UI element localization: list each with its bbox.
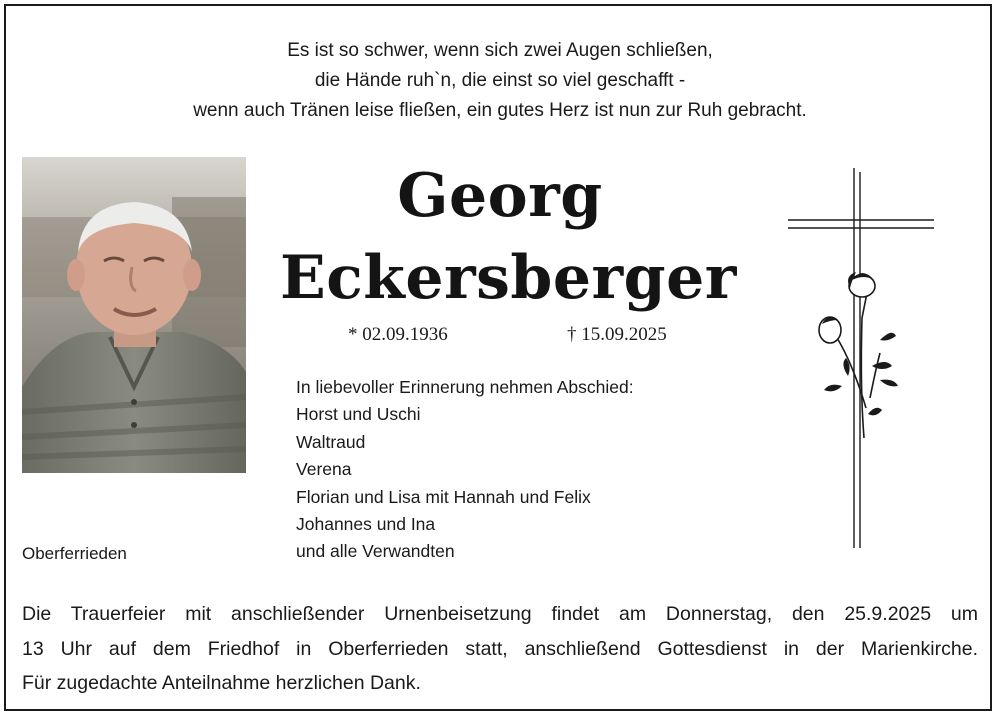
last-name: Eckersberger (280, 243, 737, 313)
poem-line: die Hände ruh`n, die einst so viel geschafft - (314, 70, 686, 91)
death-date: † 15.09.2025 (567, 324, 667, 345)
birth-date: * 02.09.1936 (348, 324, 448, 345)
ceremony-info (22, 597, 978, 701)
poem (0, 36, 1000, 126)
mourners-intro: In liebevoller Erinnerung nehmen Abschied: (296, 377, 634, 397)
ceremony-line: 13 Uhr auf dem Friedhof in Oberferrieden statt, anschließend Gottesdienst in der Marienkirche. (22, 637, 978, 660)
ceremony-line: Die Trauerfeier mit anschließender Urnenbeisetzung findet am Donnerstag, den 25.9.2025 um (22, 603, 978, 625)
portrait-photo (22, 157, 246, 473)
mourner-name: Waltraud (296, 431, 366, 452)
cross-with-rose-icon (784, 168, 936, 550)
mourner-name: Florian und Lisa mit Hannah und Felix (296, 486, 591, 507)
place-of-residence: Oberferrieden (22, 544, 127, 563)
poem-line: Es ist so schwer, wenn sich zwei Augen schließen, (287, 40, 713, 61)
mourner-name: Verena (296, 459, 352, 480)
mourner-name: und alle Verwandten (296, 541, 455, 562)
poem-line: wenn auch Tränen leise fließen, ein gutes Herz ist nun zur Ruh gebracht. (193, 100, 807, 121)
ceremony-line: Für zugedachte Anteilnahme herzlichen Dank. (22, 672, 421, 694)
mourner-name: Horst und Uschi (296, 404, 421, 425)
mourners-list (296, 374, 634, 566)
mourner-name: Johannes und Ina (296, 514, 436, 535)
first-name: Georg (397, 161, 603, 231)
